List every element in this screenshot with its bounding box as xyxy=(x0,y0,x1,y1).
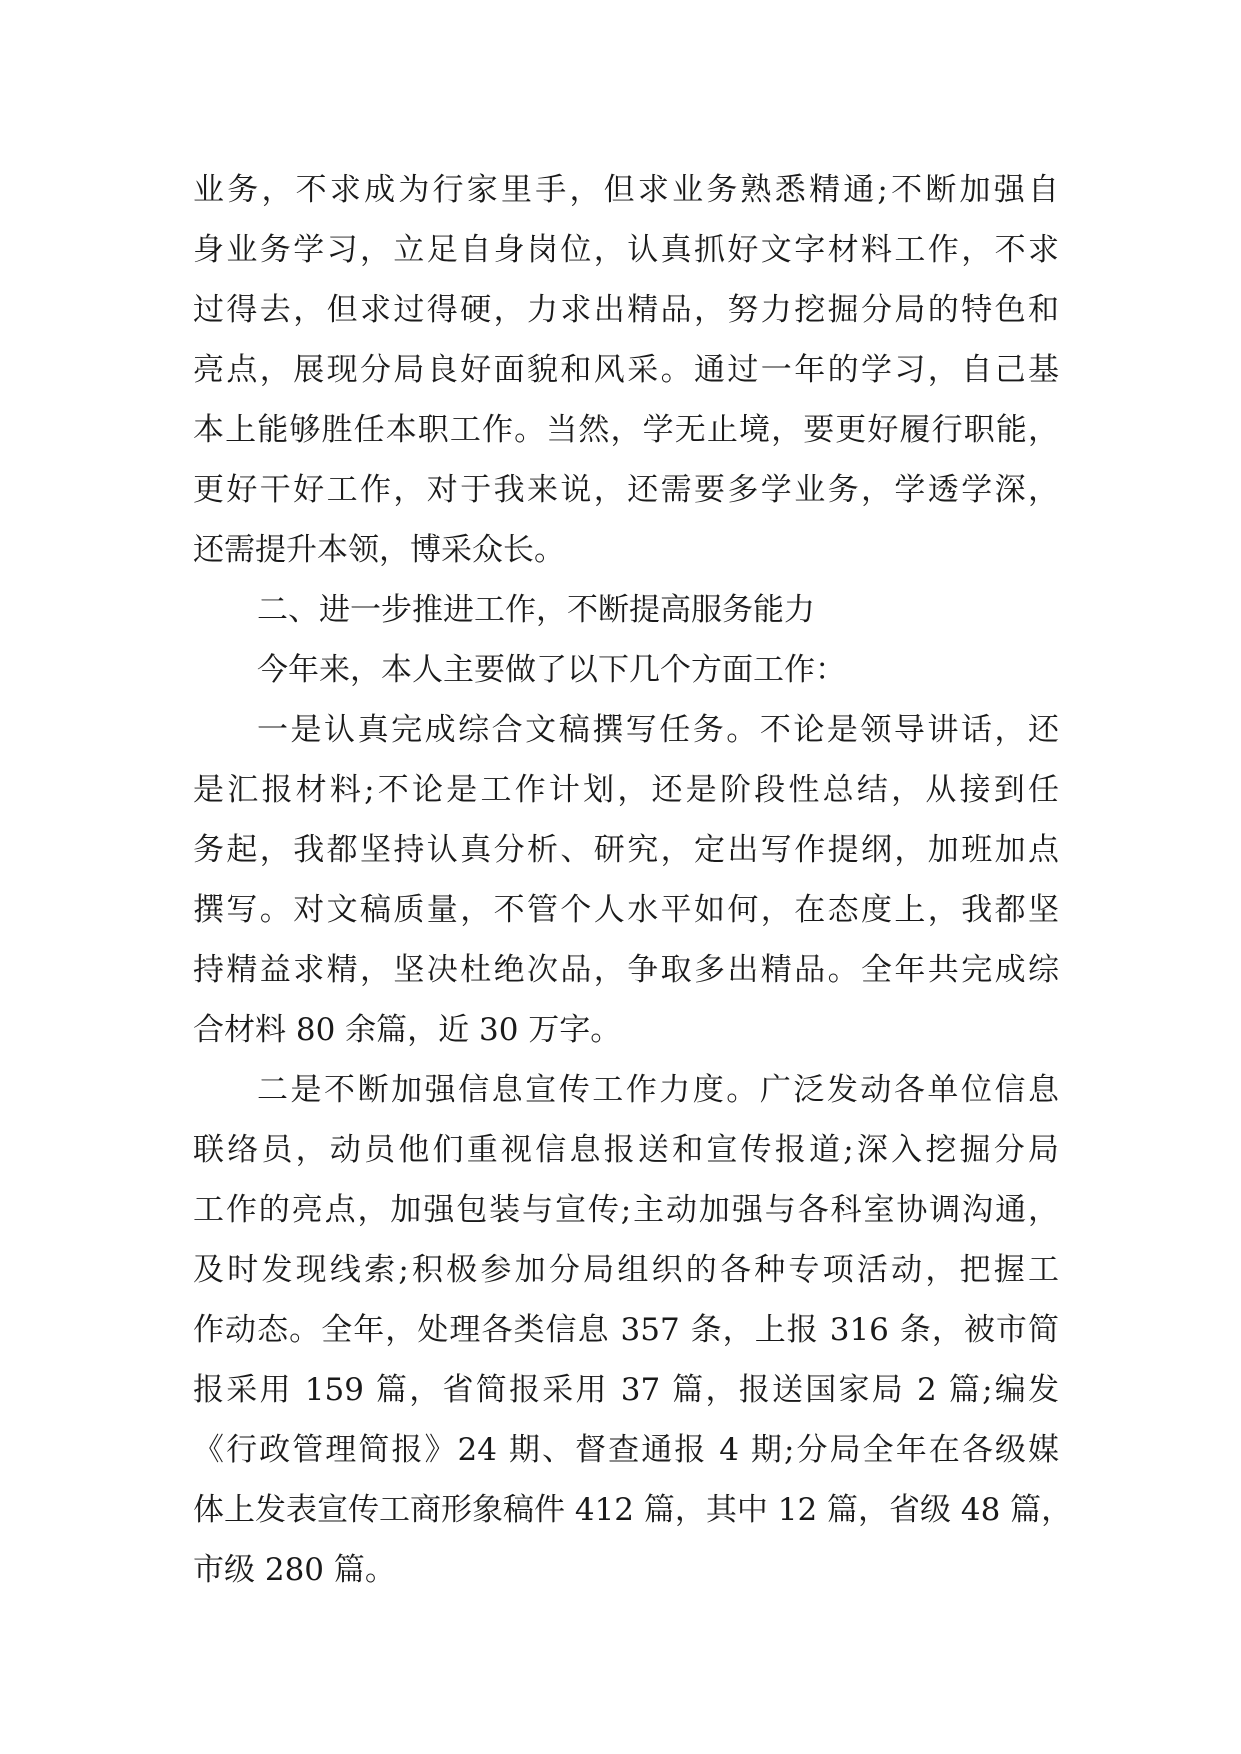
text-line: 及时发现线索;积极参加分局组织的各种专项活动，把握工 xyxy=(193,1252,1059,1288)
text-line: 业务，不求成为行家里手，但求业务熟悉精通;不断加强自 xyxy=(193,172,1059,208)
text-line: 联络员，动员他们重视信息报送和宣传报道;深入挖掘分局 xyxy=(193,1132,1059,1168)
text-line: 持精益求精，坚决杜绝次品，争取多出精品。全年共完成综 xyxy=(193,952,1059,988)
text-line: 更好干好工作，对于我来说，还需要多学业务，学透学深， xyxy=(193,472,1059,508)
text-line: 是汇报材料;不论是工作计划，还是阶段性总结，从接到任 xyxy=(193,772,1059,808)
text-line: 二是不断加强信息宣传工作力度。广泛发动各单位信息 xyxy=(257,1072,1059,1108)
text-line: 报采用 159 篇，省简报采用 37 篇，报送国家局 2 篇;编发 xyxy=(193,1372,1059,1408)
document-body xyxy=(193,160,1073,1600)
text-line: 工作的亮点，加强包装与宣传;主动加强与各科室协调沟通， xyxy=(193,1192,1059,1228)
text-line: 务起，我都坚持认真分析、研究，定出写作提纲，加班加点 xyxy=(193,832,1059,868)
text-line: 市级 280 篇。 xyxy=(193,1552,396,1588)
text-line: 合材料 80 余篇，近 30 万字。 xyxy=(193,1012,622,1048)
text-line: 过得去，但求过得硬，力求出精品，努力挖掘分局的特色和 xyxy=(193,292,1059,328)
text-line: 一是认真完成综合文稿撰写任务。不论是领导讲话，还 xyxy=(257,712,1059,748)
text-line: 体上发表宣传工商形象稿件 412 篇，其中 12 篇，省级 48 篇， xyxy=(193,1492,1073,1528)
text-line: 撰写。对文稿质量，不管个人水平如何，在态度上，我都坚 xyxy=(193,892,1059,928)
text-line: 作动态。全年，处理各类信息 357 条，上报 316 条，被市简 xyxy=(193,1312,1059,1348)
text-line: 今年来，本人主要做了以下几个方面工作： xyxy=(257,652,846,688)
text-line: 本上能够胜任本职工作。当然，学无止境，要更好履行职能， xyxy=(193,412,1059,448)
text-line: 二、进一步推进工作，不断提高服务能力 xyxy=(257,592,815,628)
text-line: 还需提升本领，博采众长。 xyxy=(193,532,565,568)
text-line: 亮点，展现分局良好面貌和风采。通过一年的学习，自己基 xyxy=(193,352,1059,388)
text-line: 《行政管理简报》24 期、督查通报 4 期;分局全年在各级媒 xyxy=(193,1432,1059,1468)
text-line: 身业务学习，立足自身岗位，认真抓好文字材料工作，不求 xyxy=(193,232,1059,268)
